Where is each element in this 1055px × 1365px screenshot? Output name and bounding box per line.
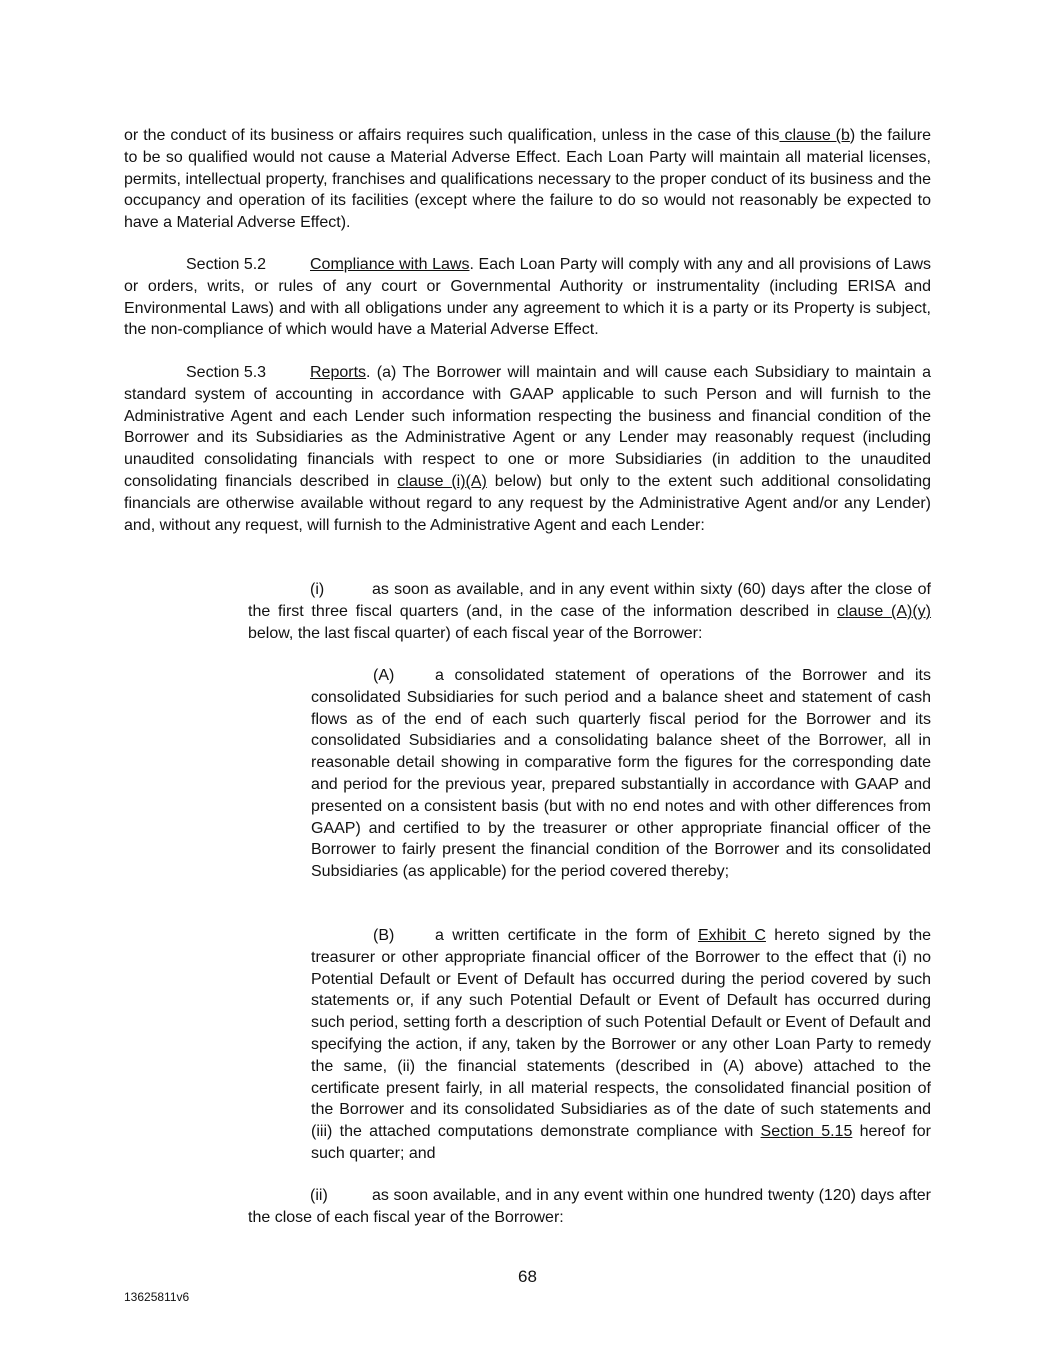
item-label: (A) <box>373 667 395 684</box>
section-text: . Each Loan Party will comply with any and all provisions of Laws or orders, writs, or rules of any court or Governmental Authority or instrumentality (including ERISA and Environmental Laws) and with all obligations under any agreement to which it is a party or its Property is subject, the non-compliance of which would have a Material Adverse Effect. <box>124 256 931 339</box>
clause-reference: clause (b <box>779 127 850 144</box>
document-id: 13625811v6 <box>124 1290 190 1304</box>
section-5-3-paragraph <box>124 362 931 536</box>
item-text: below, the last fiscal quarter) of each fiscal year of the Borrower: <box>248 624 703 642</box>
item-text: a written certificate in the form of <box>435 927 698 944</box>
section-text: below) but only to the extent such additional consolidating financials are otherwise available without regard to any request by the Administrative Agent and/or any Lender) and, without any request, will furnish to the Administrative Agent and each Lender: <box>124 472 931 534</box>
section-heading: Compliance with Laws <box>310 256 470 273</box>
item-A-paragraph <box>311 665 931 883</box>
section-number: Section 5.2 <box>186 256 267 273</box>
item-text: a consolidated statement of operations of the Borrower and its consolidated Subsidiaries for such period and a balance sheet and statement of cash flows as of the end of each such quarterly fiscal period for the Borrower and its consolidated Subsidiaries and a consolidating balance sheet of the Borrower, all in reasonable detail showing in comparative form the figures for the corresponding date and period for the previous year, prepared substantially in accordance with GAAP and presented on a consistent basis (but with no end notes and with other differences from GAAP) and certified to by the treasurer or other appropriate financial officer of the Borrower to fairly present the financial condition of the Borrower and its consolidated Subsidiaries (as applicable) for the period covered thereby; <box>311 667 931 881</box>
clause-reference: clause (A)(y) <box>837 602 932 620</box>
page-number: 68 <box>518 1267 537 1286</box>
item-text: as soon as available, and in any event within sixty (60) days after the close of the first three fiscal quarters (and, in the case of the information described in <box>248 581 931 620</box>
item-label: (B) <box>373 927 395 944</box>
item-label: (i) <box>310 581 325 598</box>
item-ii-paragraph <box>248 1185 931 1229</box>
item-label: (ii) <box>310 1187 328 1204</box>
paragraph-text: ) the failure to be so qualified would not cause a Material Adverse Effect. Each Loan Party will maintain all material licenses, permits, intellectual property, franchises and qualifications necessary to the proper conduct of its business and the occupancy and operation of its facilities (except where the failure to do so would not reasonably be expected to have a Material Adverse Effect). <box>124 127 932 232</box>
section-text: . (a) The Borrower will maintain and will cause each Subsidiary to maintain a standard system of accounting in accordance with GAAP applicable to such Person and will furnish to the Administrative Agent and each Lender such information respecting the business and financial condition of the Borrower and its Subsidiaries as the Administrative Agent or any Lender may reasonably request (including unaudited consolidating financials with respect to one or more Subsidiaries (in addition to the unaudited consolidating financials described in <box>124 364 931 490</box>
item-text: hereof for such quarter; and <box>311 1123 932 1162</box>
item-text: as soon available, and in any event within one hundred twenty (120) days after the close of each fiscal year of the Borrower: <box>248 1187 931 1226</box>
section-heading: Reports <box>310 364 367 381</box>
paragraph-continued <box>124 125 931 234</box>
exhibit-reference: Exhibit C <box>698 927 766 944</box>
item-B-paragraph <box>311 925 931 1165</box>
section-5-2-paragraph <box>124 254 931 341</box>
clause-reference: clause (i)(A) <box>397 472 487 490</box>
item-i-paragraph <box>248 579 931 644</box>
item-text: hereto signed by the treasurer or other appropriate financial officer of the Borrower to the effect that (i) no Potential Default or Event of Default has occurred during the period covered by such statements or, if any such Potential Default or Event of Default has occurred during such period, setting forth a description of such Potential Default or Event of Default and specifying the action, if any, taken by the Borrower or any other Loan Party to remedy the same, (ii) the financial statements (described in (A) above) attached to the certificate present fairly, in all material respects, the consolidated financial position of the Borrower and its consolidated Subsidiaries as of the date of such statements and (iii) the attached computations demonstrate compliance with <box>311 927 931 1141</box>
section-reference: Section 5.15 <box>760 1123 853 1141</box>
paragraph-text: or the conduct of its business or affairs requires such qualification, unless in the case of this <box>124 127 780 144</box>
section-number: Section 5.3 <box>186 364 267 381</box>
